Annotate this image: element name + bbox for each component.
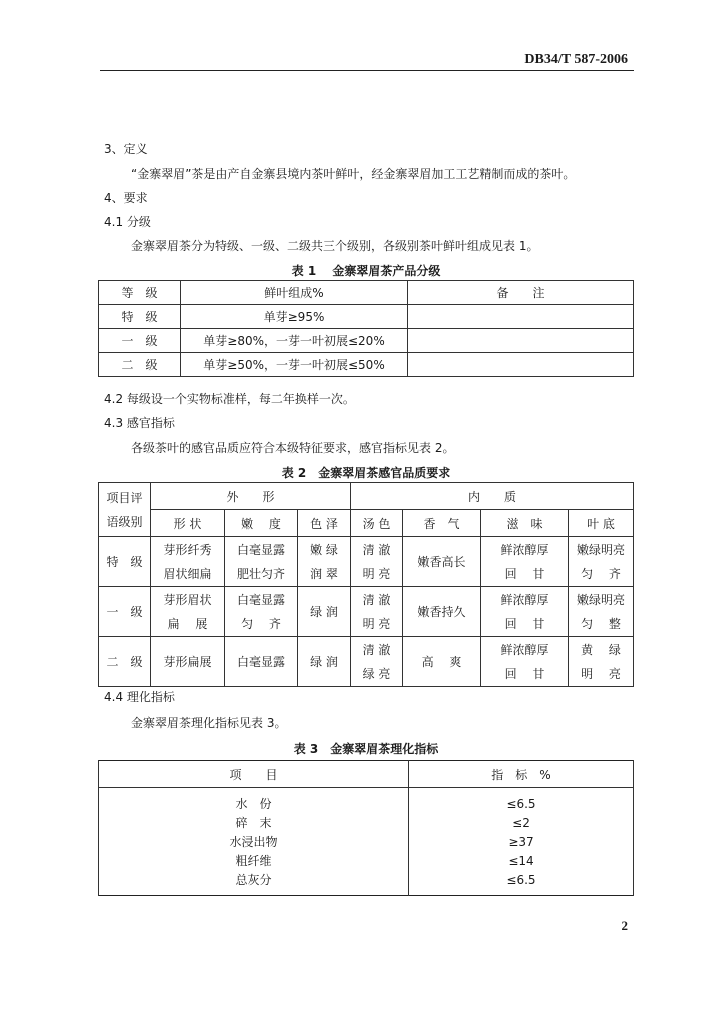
section-4-heading: 4、要求	[104, 191, 148, 205]
shape-line: 眉状细扁	[163, 566, 212, 581]
table-row	[99, 851, 634, 870]
table2-taste-cell	[481, 637, 569, 687]
tenderness-line: 白毫显露	[236, 542, 285, 557]
table-row	[99, 353, 634, 377]
table2-inner-group: 内 质	[351, 483, 634, 510]
table2-taste-cell	[481, 537, 569, 587]
table2-liquor-cell	[351, 637, 403, 687]
table2-shape-cell	[151, 537, 225, 587]
liquor-line: 清 澈	[362, 642, 391, 657]
shape-line: 扁 展	[167, 616, 208, 631]
table1-composition-cell: 单芽≥95%	[181, 305, 408, 329]
table1-header-grade: 等 级	[99, 281, 181, 305]
table3-header-item: 项 目	[99, 761, 409, 788]
section-4-4-text: 金寨翠眉茶理化指标见表 3。	[131, 716, 287, 730]
table-row	[99, 870, 634, 896]
leaf-line: 匀 整	[581, 616, 621, 631]
table2-leaf-cell	[569, 637, 634, 687]
table2-liquor-cell	[351, 587, 403, 637]
table2-tenderness-cell	[225, 537, 298, 587]
taste-line: 回 甘	[504, 566, 545, 581]
table2-header-color: 色 泽	[298, 510, 351, 537]
table-row	[99, 587, 634, 637]
tenderness-line: 肥壮匀齐	[236, 566, 285, 581]
leaf-line: 黄 绿	[581, 642, 621, 657]
table2-header-tenderness: 嫩 度	[225, 510, 298, 537]
leaf-line: 嫩绿明亮	[577, 592, 626, 607]
table3-item-cell: 水 份	[99, 788, 409, 814]
table1-header-row	[99, 281, 634, 305]
table3-header-row	[99, 761, 634, 788]
liquor-line: 清 澈	[362, 542, 391, 557]
table1	[98, 280, 634, 377]
section-3-text: “金寨翠眉”茶是由产自金寨县境内茶叶鲜叶，经金寨翠眉加工工艺精制而成的茶叶。	[131, 167, 576, 181]
table2-header-taste: 滋 味	[481, 510, 569, 537]
table2-color-cell	[298, 537, 351, 587]
table-row	[99, 537, 634, 587]
color-line: 润 翠	[310, 566, 338, 581]
leaf-line: 匀 齐	[581, 566, 621, 581]
table2-liquor-cell	[351, 537, 403, 587]
table3-value-cell: ≤6.5	[409, 788, 634, 814]
section-4-1-text: 金寨翠眉茶分为特级、一级、二级共三个级别，各级别茶叶鲜叶组成见表 1。	[131, 239, 539, 253]
table3-item-cell: 粗纤维	[99, 851, 409, 870]
table2-header-shape: 形 状	[151, 510, 225, 537]
table1-note-cell	[408, 305, 634, 329]
table3-value-cell: ≥37	[409, 832, 634, 851]
table1-caption: 表 1 金寨翠眉茶产品分级	[291, 264, 441, 278]
table2-grade-cell: 一 级	[99, 587, 151, 637]
section-4-4-heading: 4.4 理化指标	[104, 690, 175, 704]
leaf-line: 嫩绿明亮	[577, 542, 626, 557]
table3-item-cell: 水浸出物	[99, 832, 409, 851]
table1-note-cell	[408, 353, 634, 377]
table3	[98, 760, 634, 896]
table2-header-aroma: 香 气	[403, 510, 481, 537]
table3-header-value: 指 标 %	[409, 761, 634, 788]
document-number: DB34/T 587-2006	[524, 52, 628, 67]
table2-header-leaf: 叶 底	[569, 510, 634, 537]
corner-line-1: 项目评	[106, 490, 143, 505]
table1-header-composition: 鲜叶组成%	[181, 281, 408, 305]
taste-line: 鲜浓醇厚	[500, 542, 549, 557]
table2-corner-header	[99, 483, 151, 537]
taste-line: 回 甘	[504, 616, 545, 631]
table3-item-cell: 碎 末	[99, 813, 409, 832]
section-4-3-text: 各级茶叶的感官品质应符合本级特征要求，感官指标见表 2。	[131, 441, 455, 455]
page-number: 2	[621, 918, 628, 933]
table1-composition-cell: 单芽≥80%，一芽一叶初展≤20%	[181, 329, 408, 353]
table2-header-liquor: 汤 色	[351, 510, 403, 537]
table1-grade-cell: 特 级	[99, 305, 181, 329]
shape-line: 芽形纤秀	[163, 542, 212, 557]
table-row	[99, 637, 634, 687]
table2-sub-header-row	[99, 510, 634, 537]
table2-leaf-cell	[569, 587, 634, 637]
section-4-2-text: 4.2 每级设一个实物标准样，每二年换样一次。	[104, 392, 355, 406]
table2-caption: 表 2 金寨翠眉茶感官品质要求	[281, 466, 451, 480]
table2-group-header-row	[99, 483, 634, 510]
taste-line: 回 甘	[504, 666, 545, 681]
taste-line: 鲜浓醇厚	[500, 642, 549, 657]
table-row	[99, 329, 634, 353]
table-row	[99, 788, 634, 814]
section-4-1-heading: 4.1 分级	[104, 215, 151, 229]
liquor-line: 明 亮	[362, 616, 391, 631]
table2-color-cell: 绿 润	[298, 587, 351, 637]
color-line: 嫩 绿	[310, 542, 338, 557]
section-4-3-heading: 4.3 感官指标	[104, 416, 175, 430]
section-3-heading: 3、定义	[104, 142, 148, 156]
table2	[98, 482, 634, 687]
table3-value-cell: ≤6.5	[409, 870, 634, 896]
table2-leaf-cell	[569, 537, 634, 587]
leaf-line: 明 亮	[581, 666, 621, 681]
table3-item-cell: 总灰分	[99, 870, 409, 896]
table3-value-cell: ≤14	[409, 851, 634, 870]
table3-caption: 表 3 金寨翠眉茶理化指标	[293, 742, 439, 756]
table2-aroma-cell: 嫩香高长	[403, 537, 481, 587]
liquor-line: 绿 亮	[362, 666, 391, 681]
table2-color-cell: 绿 润	[298, 637, 351, 687]
table2-tenderness-cell	[225, 587, 298, 637]
tenderness-line: 白毫显露	[236, 592, 285, 607]
table1-grade-cell: 一 级	[99, 329, 181, 353]
table2-grade-cell: 特 级	[99, 537, 151, 587]
table3-value-cell: ≤2	[409, 813, 634, 832]
table2-shape-cell	[151, 587, 225, 637]
header-rule	[100, 70, 634, 71]
table-row	[99, 832, 634, 851]
tenderness-line: 匀 齐	[241, 616, 281, 631]
table2-shape-cell: 芽形扁展	[151, 637, 225, 687]
corner-line-2: 语级别	[106, 514, 143, 529]
shape-line: 芽形眉状	[163, 592, 212, 607]
table1-grade-cell: 二 级	[99, 353, 181, 377]
table1-header-note: 备 注	[408, 281, 634, 305]
table2-taste-cell	[481, 587, 569, 637]
table2-aroma-cell: 高 爽	[403, 637, 481, 687]
table2-aroma-cell: 嫩香持久	[403, 587, 481, 637]
table1-composition-cell: 单芽≥50%，一芽一叶初展≤50%	[181, 353, 408, 377]
table2-tenderness-cell: 白毫显露	[225, 637, 298, 687]
table1-note-cell	[408, 329, 634, 353]
table2-outer-group: 外 形	[151, 483, 351, 510]
table-row	[99, 813, 634, 832]
liquor-line: 清 澈	[362, 592, 391, 607]
taste-line: 鲜浓醇厚	[500, 592, 549, 607]
table2-grade-cell: 二 级	[99, 637, 151, 687]
table-row	[99, 305, 634, 329]
liquor-line: 明 亮	[362, 566, 391, 581]
